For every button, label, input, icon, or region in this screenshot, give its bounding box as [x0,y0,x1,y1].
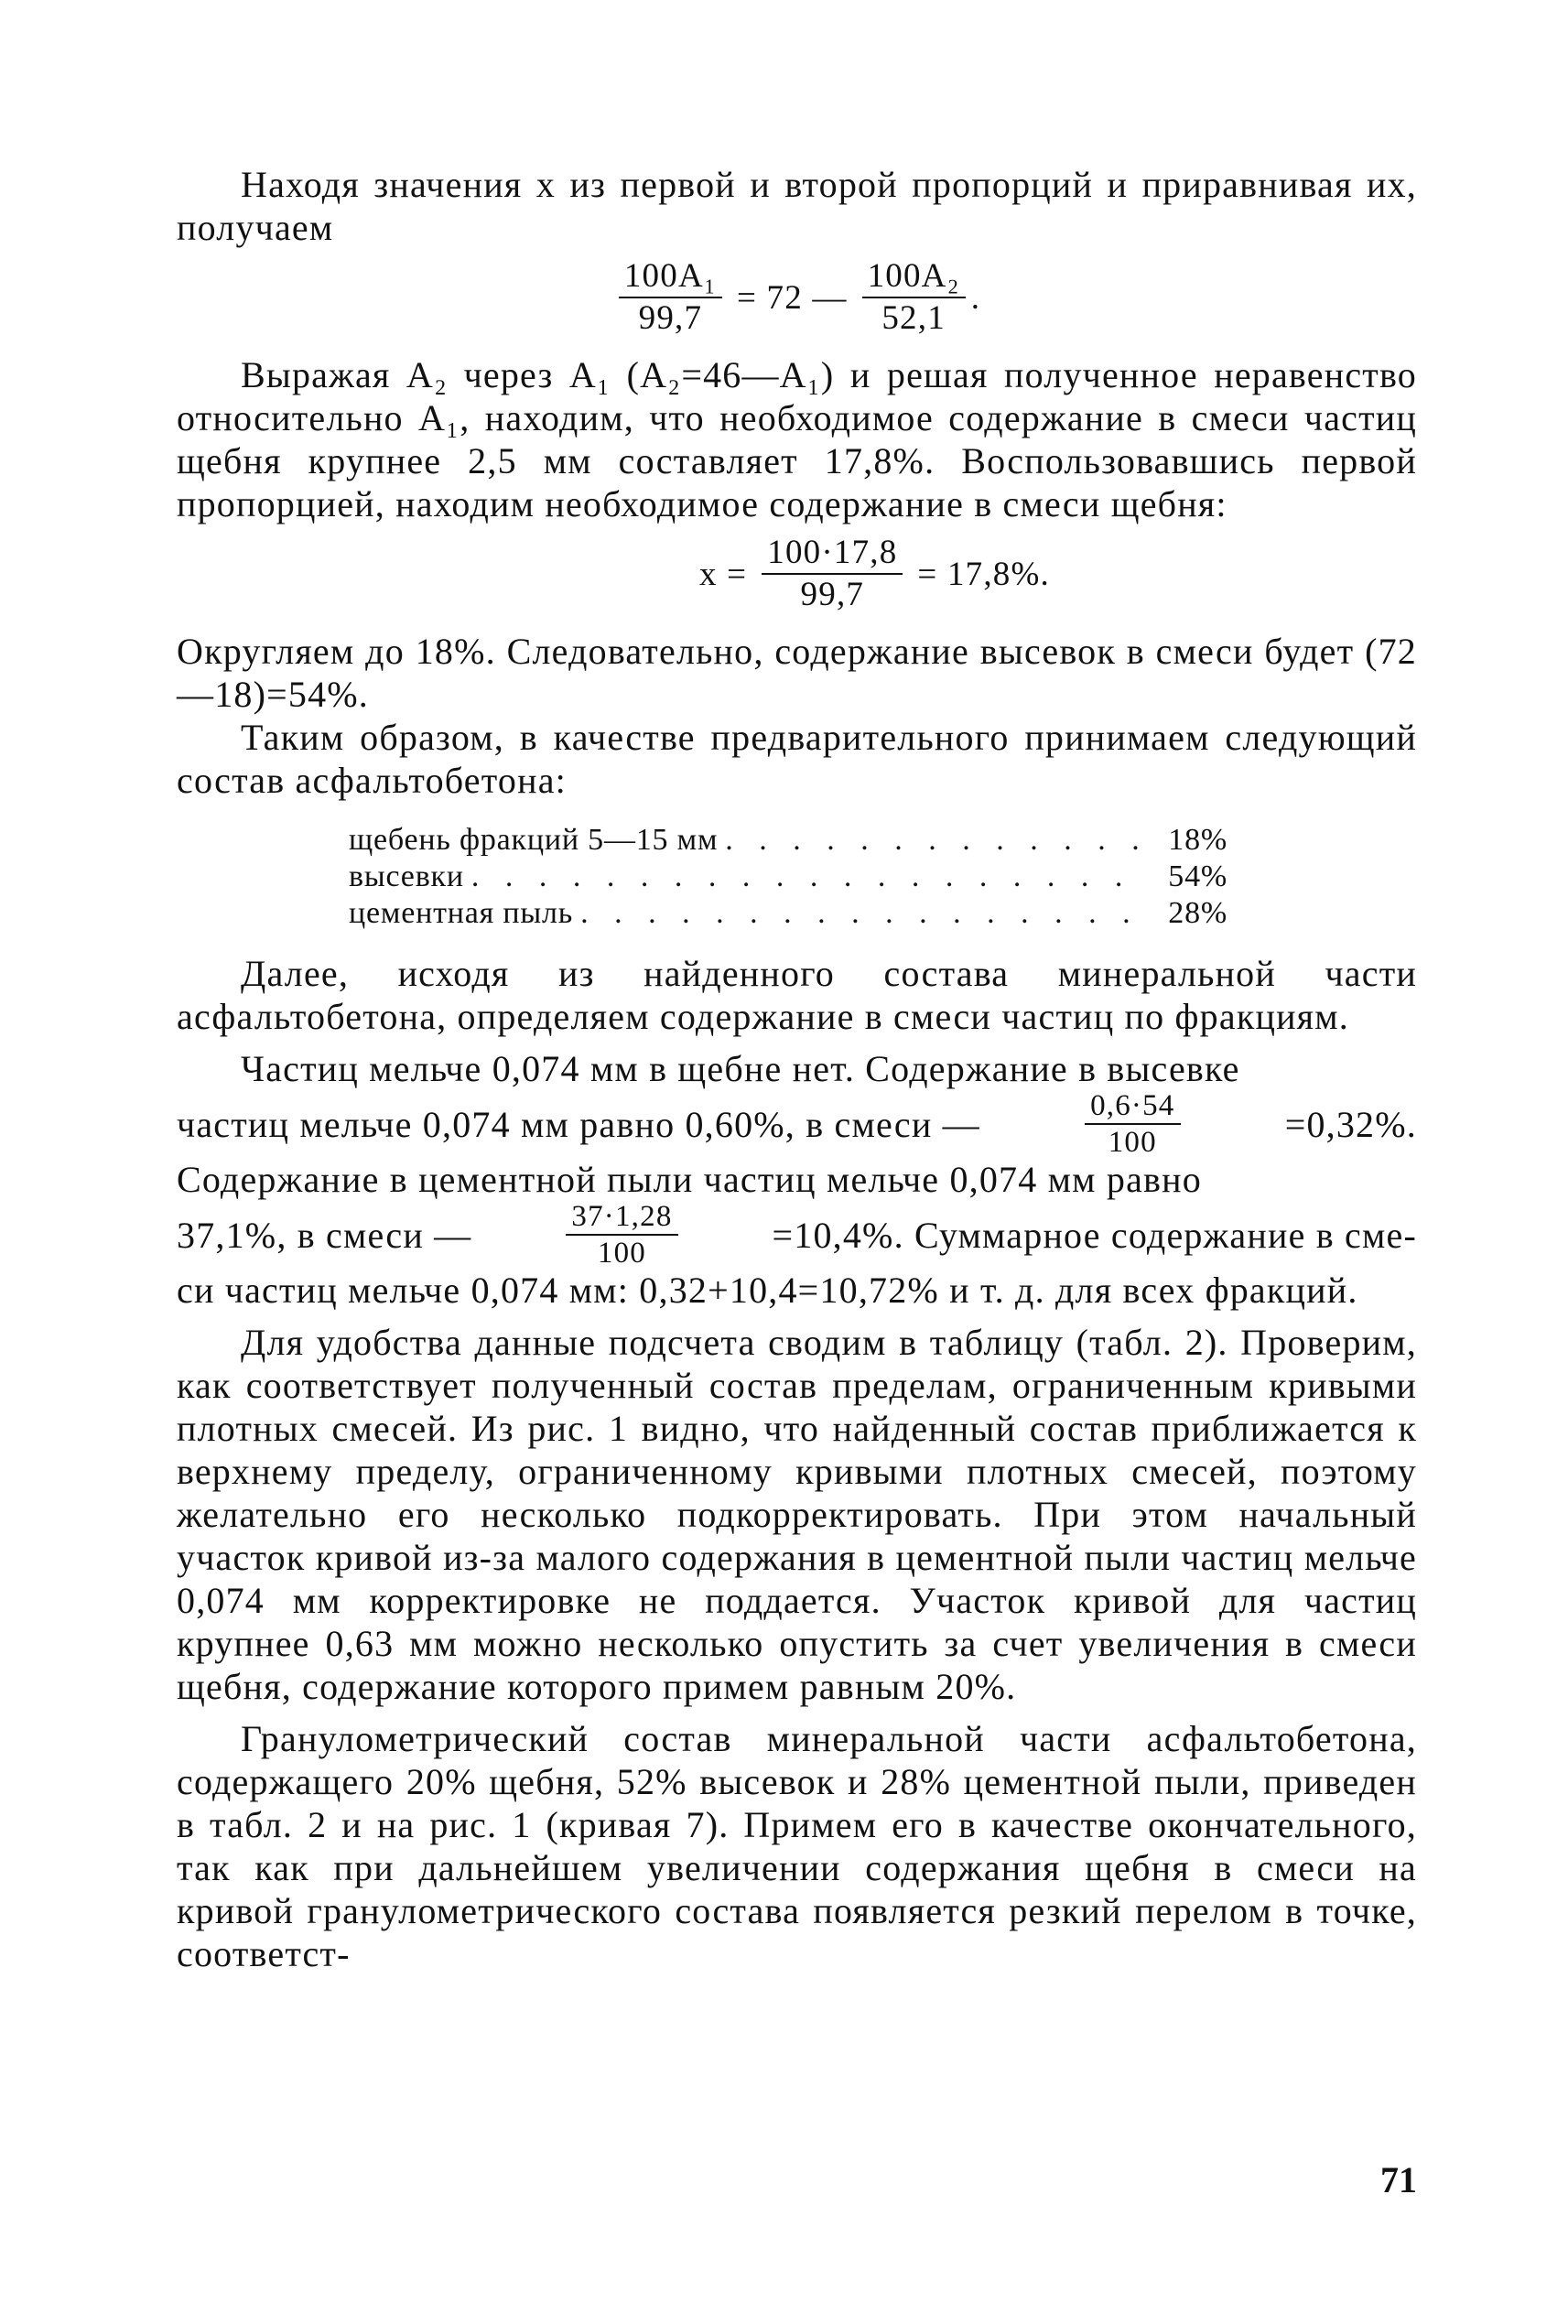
leader-dots [471,859,1149,895]
paragraph-2: Выражая A₂ через A₁ (A₂=46—A₁) и решая полученное неравенство относительно A₁, находим, что необходимое содержание в смеси частиц щебня крупнее 2,5 мм составляет 17,8%. Воспользовавшись первой пропорцией, находим необходимое содержание в смеси щебня: [177,354,1417,524]
text-fragment: =10,4%. Суммарное содержание в сме- [772,1214,1417,1256]
fraction-denominator: 100 [1108,1126,1157,1159]
equation-middle: = 72 — [736,278,848,317]
equation-end: . [970,278,981,317]
composition-name: цементная пыль [349,896,574,930]
text-fragment: =0,32%. [1284,1103,1417,1145]
paragraph-8: Гранулометрический состав минеральной части асфальтобетона, содержащего 20% щебня, 52% высевок и 28% цементной пыли, приведен в табл. 2 и на рис. 1 (кривая 7). Примем его в качестве окончательного, так как при дальнейшем увеличении содержания щебня в смеси на кривой гранулометрического состава появляется резкий перелом в точке, соответст- [177,1718,1417,1974]
fraction-a2 [862,258,966,337]
paragraph-6-line-1: Частиц мельче 0,074 мм в щебне нет. Содержание в высевке [241,1048,1240,1089]
fraction-numerator: 100A₁ [619,258,722,298]
inline-fraction-2 [566,1201,677,1269]
leader-dots [725,822,1149,859]
paragraph-6 [177,1047,1417,1312]
composition-value: 28% [1168,896,1227,930]
composition-name: щебень фракций 5—15 мм [349,823,719,857]
fraction-denominator: 52,1 [881,299,946,337]
fraction-denominator: 100 [597,1237,646,1270]
fraction-x [762,535,903,613]
paragraph-1: Находя значения x из первой и второй пропорций и приравнивая их, получаем [177,164,1417,248]
paragraph-7: Для удобства данные подсчета сводим в таблицу (табл. 2). Проверим, как соответствует полученный состав пределам, ограниченным кривыми плотных смесей. Из рис. 1 видно, что найденный состав приближается к верхнему пределу, ограниченному кривыми плотных смесей, поэтому желательно его несколько подкорректировать. При этом начальный участок кривой из-за малого содержания в цементной пыли частиц мельче 0,074 мм корректировке не поддается. Участок кривой для частиц крупнее 0,63 мм можно несколько опустить за счет увеличения в смеси щебня, содержание которого примем равным 20%. [177,1322,1417,1707]
composition-row [349,895,1227,932]
composition-value: 54% [1168,859,1227,893]
inline-fraction-1 [1085,1090,1180,1158]
paragraph-6-line-4 [177,1201,1417,1269]
composition-value: 18% [1168,823,1227,857]
equation-proportion [177,258,1417,337]
fraction-a1 [619,258,722,337]
fraction-numerator: 37·1,28 [566,1201,677,1236]
fraction-denominator: 99,7 [638,299,703,337]
paragraph-6-line-5: си частиц мельче 0,074 мм: 0,32+10,4=10,72% и т. д. для всех фракций. [177,1270,1358,1311]
equation-x [332,535,1417,613]
composition-row [349,859,1227,895]
text-fragment: 37,1%, в смеси — [177,1214,472,1256]
leader-dots [580,895,1149,932]
fraction-denominator: 99,7 [800,576,865,613]
equation-lhs: x = [699,555,748,593]
paragraph-6-line-3: Содержание в цементной пыли частиц мельче 0,074 мм равно [177,1159,1202,1200]
fraction-numerator: 100·17,8 [762,535,903,575]
fraction-numerator: 100A₂ [862,258,966,298]
paragraph-4: Таким образом, в качестве предварительного принимаем следующий состав асфальтобетона: [177,717,1417,801]
composition-list [349,822,1227,932]
paragraph-6-line-2 [177,1090,1417,1158]
text-fragment: частиц мельче 0,074 мм равно 0,60%, в смеси — [177,1103,980,1145]
page-body [177,163,1417,1975]
equation-rhs: = 17,8%. [917,555,1050,593]
paragraph-5: Далее, исходя из найденного состава минеральной части асфальтобетона, определяем содержание в смеси частиц по фракциям. [177,953,1417,1037]
composition-name: высевки [349,859,464,893]
fraction-numerator: 0,6·54 [1085,1090,1180,1125]
paragraph-3: Округляем до 18%. Следовательно, содержание высевок в смеси будет (72—18)=54%. [177,631,1417,715]
composition-row [349,822,1227,859]
page-number: 71 [1380,2159,1417,2200]
